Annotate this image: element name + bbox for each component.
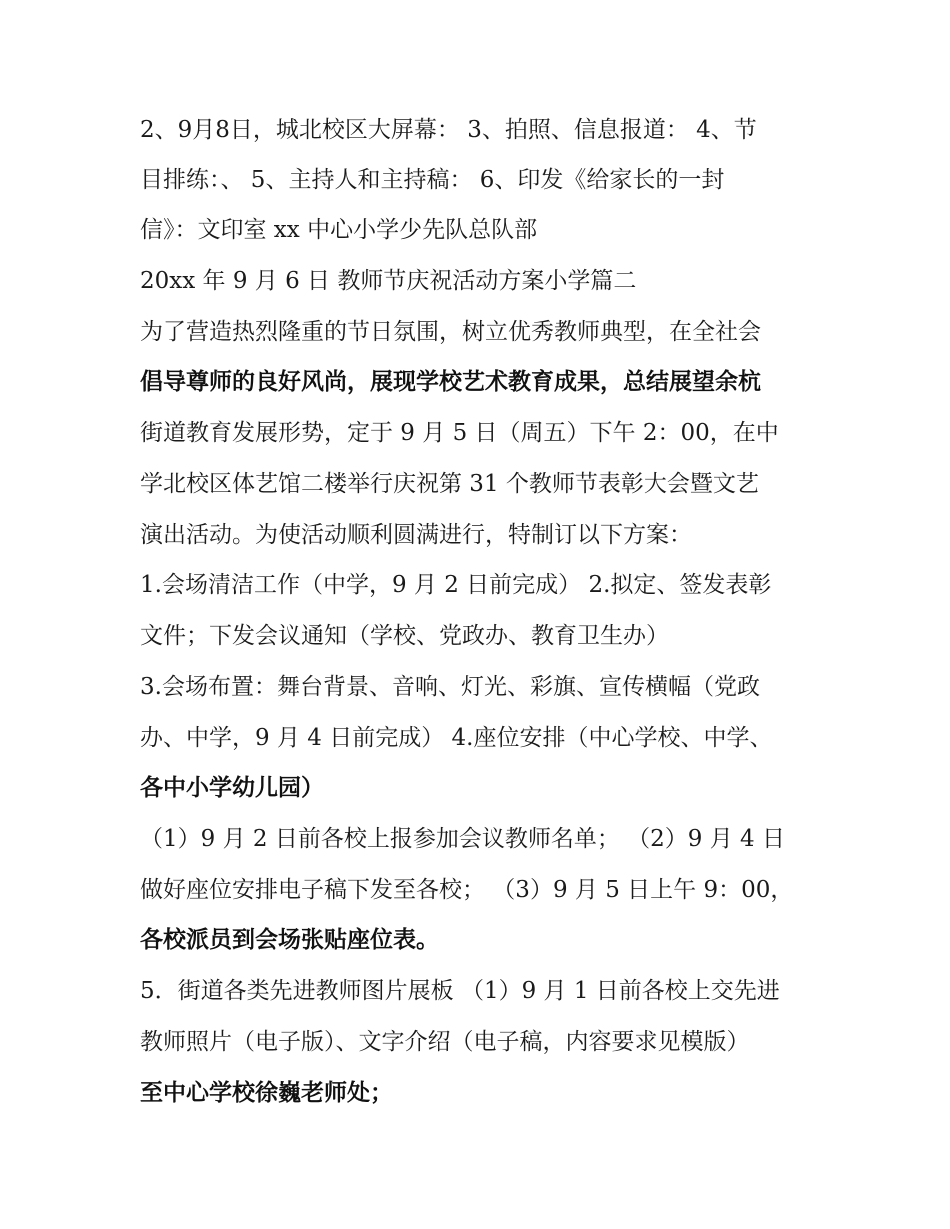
text-line-15: （1）9 月 2 日前各校上报参加会议教师名单； （2）9 月 4 日 — [140, 826, 785, 852]
text-line-17: 各校派员到会场张贴座位表。 — [140, 927, 439, 953]
text-line-5: 为了营造热烈隆重的节日氛围，树立优秀教师典型，在全社会 — [140, 319, 761, 345]
text-line-12: 3.会场布置：舞台背景、音响、灯光、彩旗、宣传横幅（党政 — [140, 674, 760, 700]
text-line-10: 1.会场清洁工作（中学，9 月 2 日前完成） 2.拟定、签发表彰 — [140, 572, 772, 598]
text-line-2: 目排练：、 5、主持人和主持稿： 6、印发《给家长的一封 — [140, 167, 725, 193]
text-line-13: 办、中学，9 月 4 日前完成） 4.座位安排（中心学校、中学、 — [140, 725, 773, 751]
text-line-3: 信》：文印室 xx 中心小学少先队总队部 — [140, 217, 538, 243]
text-line-4: 20xx 年 9 月 6 日 教师节庆祝活动方案小学篇二 — [140, 268, 637, 294]
text-line-7: 街道教育发展形势，定于 9 月 5 日（周五）下午 2：00，在中 — [140, 420, 779, 446]
text-line-20: 至中心学校徐巍老师处； — [140, 1080, 393, 1106]
text-line-11: 文件；下发会议通知（学校、党政办、教育卫生办） — [140, 623, 669, 649]
text-line-8: 学北校区体艺馆二楼举行庆祝第 31 个教师节表彰大会暨文艺 — [140, 471, 759, 497]
text-line-1: 2、9月8日，城北校区大屏幕： 3、拍照、信息报道： 4、节 — [140, 117, 757, 143]
text-line-18: 5．街道各类先进教师图片展板 （1）9 月 1 日前各校上交先进 — [140, 978, 780, 1004]
text-line-9: 演出活动。为使活动顺利圆满进行，特制订以下方案： — [140, 522, 692, 548]
text-line-6: 倡导尊师的良好风尚，展现学校艺术教育成果，总结展望余杭 — [140, 369, 761, 395]
text-line-19: 教师照片（电子版）、文字介绍（电子稿，内容要求见模版） — [140, 1029, 750, 1055]
text-line-14: 各中小学幼儿园） — [140, 775, 324, 801]
text-line-16: 做好座位安排电子稿下发至各校； （3）9 月 5 日上午 9：00， — [140, 877, 794, 903]
